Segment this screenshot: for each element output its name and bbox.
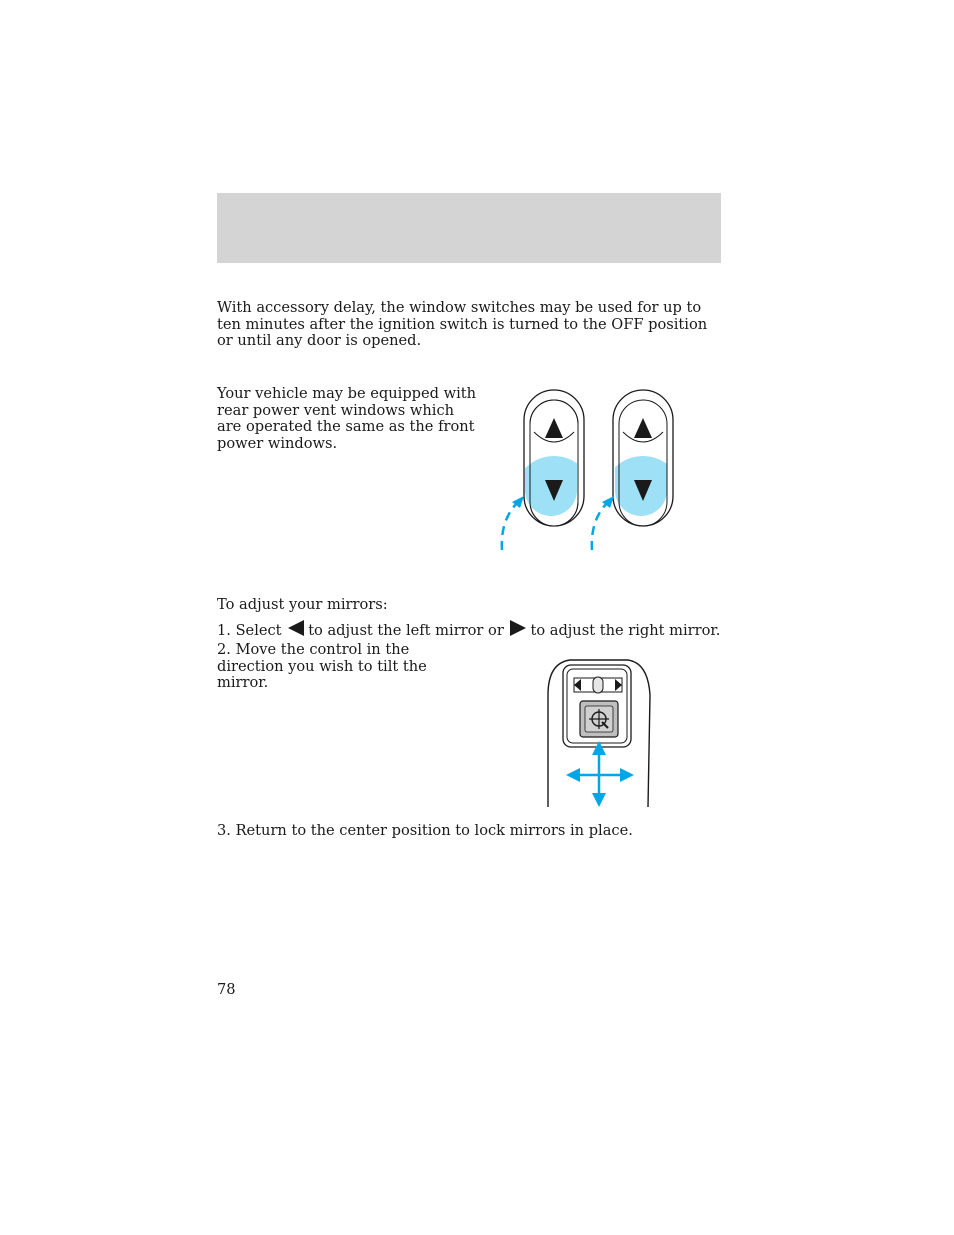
step-2: 2. Move the control in the direction you wish to tilt the mirror. xyxy=(217,641,427,692)
section-header-band xyxy=(217,193,721,263)
window-switch-icon xyxy=(514,390,594,536)
step-3: 3. Return to the center position to lock mirrors in place. xyxy=(217,822,633,839)
window-switch-icon xyxy=(603,390,683,536)
step-1-middle: to adjust the left mirror or xyxy=(308,622,504,639)
mirror-control-icon xyxy=(540,655,660,810)
step-1-suffix: to adjust the right mirror. xyxy=(530,622,721,639)
accessory-delay-paragraph: With accessory delay, the window switches may be used for up to ten minutes after the ignition switch is turned to the OFF position or until any door is opened. xyxy=(217,299,708,350)
triangle-right-icon xyxy=(510,620,526,636)
tilt-direction-arrows xyxy=(576,751,622,795)
page-number: 78 xyxy=(217,981,236,998)
vent-window-switches-illustration xyxy=(490,380,690,560)
adjust-mirrors-intro: To adjust your mirrors: xyxy=(217,596,388,613)
triangle-left-icon xyxy=(288,620,304,636)
step-1 xyxy=(217,620,727,640)
vent-windows-paragraph: Your vehicle may be equipped with rear power vent windows which are operated the same as the front power windows. xyxy=(217,385,477,452)
step-1-prefix: 1. Select xyxy=(217,622,282,639)
